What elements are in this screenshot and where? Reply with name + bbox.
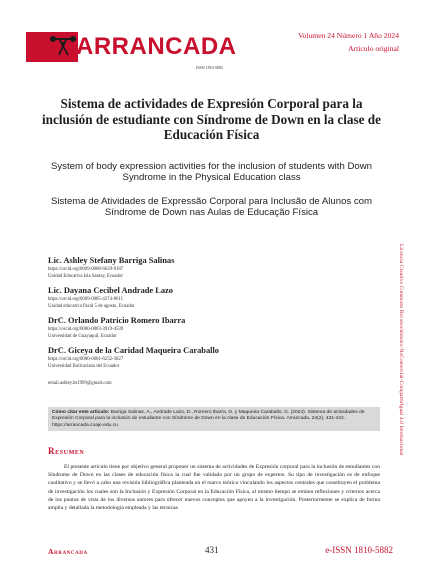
author-orcid-link[interactable]: https://orcid.org/0009-0005-4274-8611 <box>48 297 124 302</box>
weightlifter-icon <box>50 36 76 56</box>
author-list <box>48 256 378 387</box>
abstract-heading: Resumen <box>48 446 85 456</box>
abstract-body: El presente artículo tiene por objetivo general proponer un sistema de actividades de Expresión corporal para la inclusión de estudiantes con Síndrome de Down en las clases de educación física la cual fue validada por un grupo de expertos. Su tipo de investigación es de enfoque cualitativo y se llevó a cabo una revisión bibliográfica planteada en el marco teórico vinculando los aspectos centrales que constituyen el problema de investigación los cuales son la Inclusión y Expresión Corporal en la Educación Física, al mismo tiempo se emiten reflexiones y criterios acerca de los puntos de vista de los diversos autores para ofrecer nuevos conceptos que apoyen a la investigación. Posteriormente se explica de forma amplia y detallada la metodología empleada y las técnicas <box>48 464 380 512</box>
author-institution: Unidad Educativa Isla Santay, Ecuador <box>48 274 123 279</box>
author-entry <box>48 346 378 370</box>
volume-line: Volumen 24 Número 1 Año 2024 <box>298 31 399 40</box>
journal-logo <box>26 24 237 70</box>
title-english: System of body expression activities for the inclusion of students with Down Syndrome in the Physical Education class <box>50 161 372 184</box>
author-institution: Universidad de Guayaquil, Ecuador <box>48 334 117 339</box>
author-name: Lic. Ashley Stefany Barriga Salinas <box>48 256 175 265</box>
logo-issn: ISSN 1810-5882 <box>196 65 224 70</box>
title-spanish: Sistema de actividades de Expresión Corporal para la inclusión de estudiante con Síndrome de Down en la clase de Educación Física <box>42 96 381 143</box>
footer-eissn: e-ISSN 1810-5882 <box>325 545 393 555</box>
author-institution: Unidad educativa fiscal 5 de agosto, Ecuador <box>48 304 135 309</box>
title-portuguese: Sistema de Atividades de Expressão Corporal para Inclusão de Alunos com Síndrome de Down nas Aulas de Educação Física <box>50 196 373 219</box>
author-entry <box>48 316 378 340</box>
citation-text: Barriga Salinas, A., Andrade Lazo, D., Romero Ibarra, O. y Maqueira Caraballo, G. (2024). Sistema de actividades de Expresión Corporal para la inclusión de estudiante con Síndrome de Down en la clase de Educación Física. Arrancada, 24(2), 431-442. https://arrancada.cuaje.edu.cu <box>52 410 365 428</box>
license-side-text[interactable]: Licencia Creative Commons Reconocimiento-NoComercial-CompartirIgual 4.0 Internacional <box>398 244 404 456</box>
article-type: Artículo original <box>348 44 399 53</box>
author-orcid-link[interactable]: https://orcid.org/0009-0008-6629-9187 <box>48 267 124 272</box>
author-orcid-link[interactable]: https://orcid.org/0000-0003-3919-4539 <box>48 327 124 332</box>
author-name: Lic. Dayana Cecibel Andrade Lazo <box>48 286 173 295</box>
citation-box <box>48 407 380 431</box>
page-number: 431 <box>205 545 219 555</box>
footer-journal-name: Arrancada <box>48 547 88 556</box>
author-name: DrC. Orlando Patricio Romero Ibarra <box>48 316 186 325</box>
volume-info <box>298 29 399 55</box>
logo-text: ARRANCADA <box>76 33 237 60</box>
citation-label: Cómo citar este artículo: <box>52 410 110 415</box>
author-entry <box>48 256 378 280</box>
author-entry <box>48 286 378 310</box>
author-name: DrC. Giceya de la Caridad Maqueira Caraballo <box>48 346 219 355</box>
contact-email[interactable]: email.ashley.bs1999@gmail.com <box>48 381 112 386</box>
author-orcid-link[interactable]: https://orcid.org/0000-0001-6232-3027 <box>48 357 124 362</box>
author-institution: Universidad Bolivariana del Ecuador <box>48 364 120 369</box>
